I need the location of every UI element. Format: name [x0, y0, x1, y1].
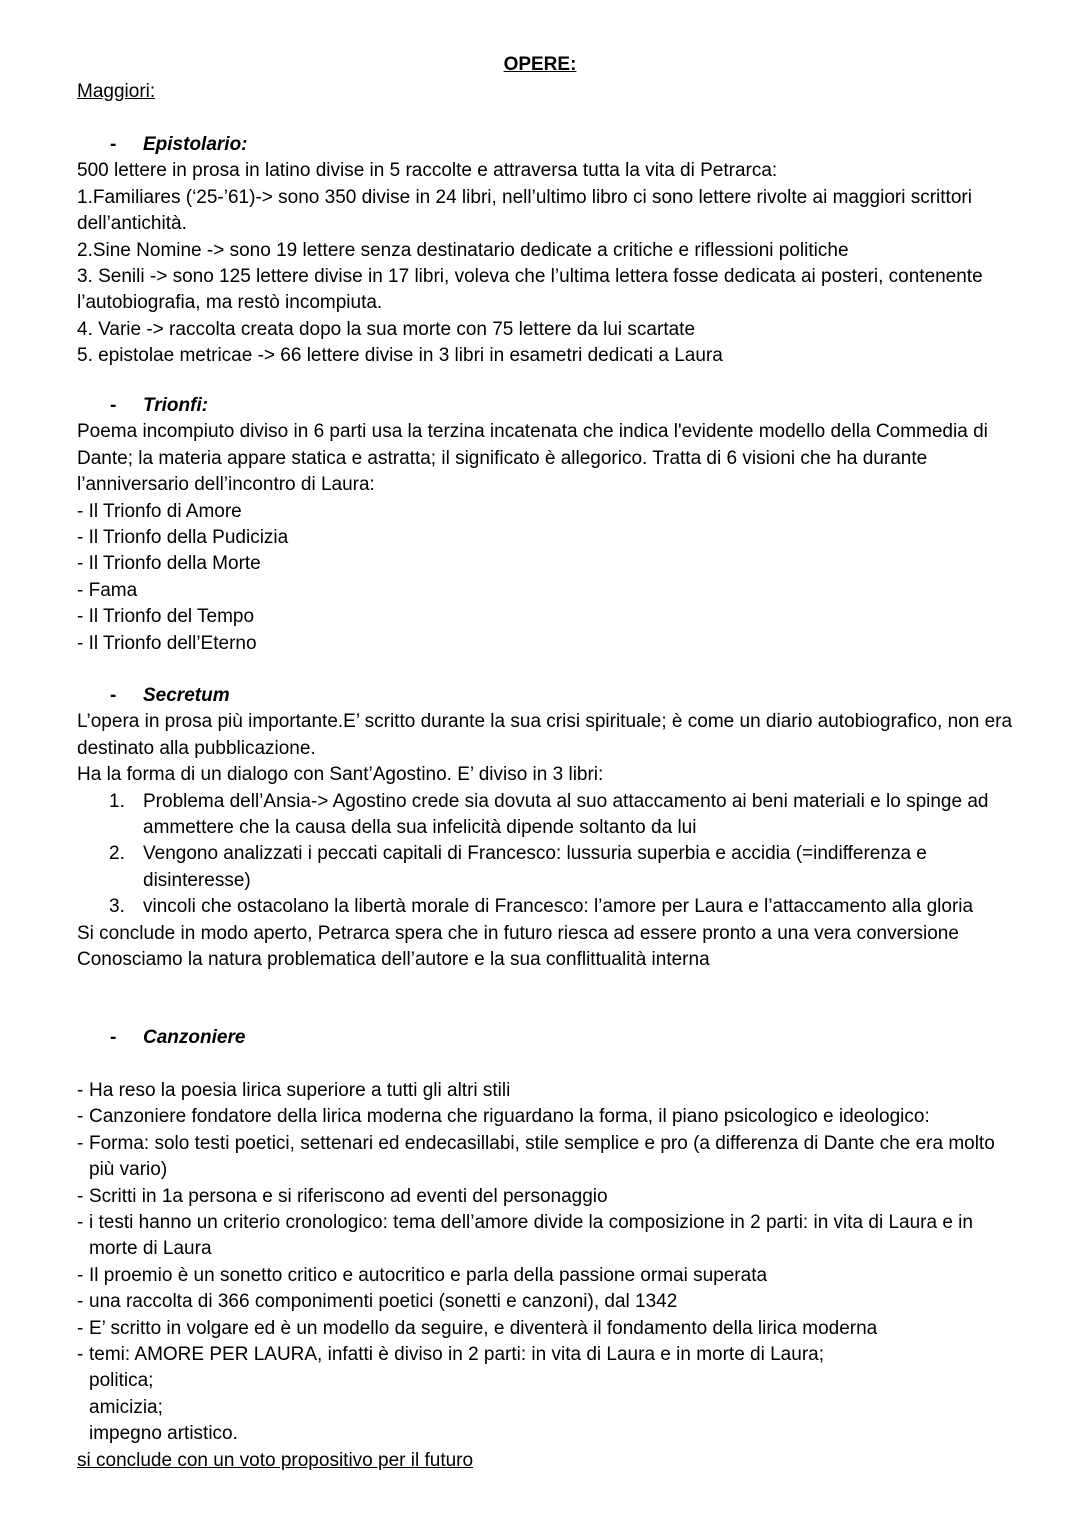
- secretum-intro: L’opera in prosa più importante.E’ scritto durante la sua crisi spirituale; è come un diario autobiografico, non era destinato alla pubblicazione.: [77, 711, 1013, 759]
- list-item: - Ha reso la poesia lirica superiore a tutti gli altri stili: [77, 1080, 511, 1101]
- secretum-intro: Ha la forma di un dialogo con Sant’Agostino. E’ diviso in 3 libri:: [77, 764, 604, 786]
- trionfi-item: - Il Trionfo di Amore: [77, 500, 242, 522]
- epistolario-item: 5. epistolae metricae -> 66 lettere divise in 3 libri in esametri dedicati a Laura: [77, 345, 723, 367]
- temi-extra: politica;: [89, 1370, 154, 1392]
- section-heading-canzoniere: - Canzoniere: [77, 1025, 1017, 1051]
- section-epistolario: [77, 132, 1017, 370]
- list-item: - E’ scritto in volgare ed è un modello da seguire, e diventerà il fondamento della lirica moderna: [77, 1317, 878, 1339]
- epistolario-item: 3. Senili -> sono 125 lettere divise in 17 libri, voleva che l’ultima lettera fosse dedicata ai posteri, contenente l’autobiografia, ma restò incompiuta.: [77, 266, 983, 314]
- list-item: 2. Vengono analizzati i peccati capitali di Francesco: lussuria superbia e accidia (=indifferenza e disinteresse): [109, 843, 927, 891]
- section-secretum: [77, 683, 1017, 973]
- list-item: - una raccolta di 366 componimenti poetici (sonetti e canzoni), dal 1342: [77, 1291, 678, 1313]
- secretum-outro: Si conclude in modo aperto, Petrarca spera che in futuro riesca ad essere pronto a una vera conversione: [77, 922, 959, 944]
- trionfi-item: - Il Trionfo del Tempo: [77, 606, 255, 628]
- epistolario-item: 4. Varie -> raccolta creata dopo la sua morte con 75 lettere da lui scartate: [77, 318, 696, 340]
- epistolario-item: 2.Sine Nomine -> sono 19 lettere senza destinatario dedicate a critiche e riflessioni politiche: [77, 239, 849, 261]
- section-canzoniere: [77, 1025, 1017, 1051]
- section-heading-secretum: - Secretum: [77, 683, 1017, 709]
- trionfi-item: - Fama: [77, 579, 138, 601]
- secretum-outro: Conosciamo la natura problematica dell’autore e la sua conflittualità interna: [77, 949, 710, 971]
- canzoniere-body: [77, 1078, 1017, 1474]
- list-item: - Scritti in 1a persona e si riferiscono ad eventi del personaggio: [77, 1185, 608, 1207]
- canzoniere-list: [77, 1078, 1017, 1368]
- maggiori-label: Maggiori:: [77, 81, 156, 102]
- section-heading-trionfi: - Trionfi:: [77, 393, 1017, 419]
- bullet-dash: -: [110, 1027, 117, 1048]
- temi-extra: impegno artistico.: [89, 1423, 238, 1445]
- list-item: - temi: AMORE PER LAURA, infatti è diviso in 2 parti: in vita di Laura e in morte di Laura;: [77, 1344, 824, 1366]
- temi-extra: amicizia;: [89, 1396, 163, 1418]
- secretum-books-list: [77, 789, 1017, 921]
- trionfi-intro: Poema incompiuto diviso in 6 parti usa la terzina incatenata che indica l'evidente modello della Commedia di Dante; la materia appare statica e astratta; il significato è allegorico. Tratta di 6 visioni che ha durante l’anniversario dell’incontro di Laura:: [77, 421, 988, 496]
- canzoniere-conclusion: si conclude con un voto propositivo per il futuro: [77, 1449, 474, 1471]
- epistolario-item: 1.Familiares (‘25-’61)-> sono 350 divise in 24 libri, nell’ultimo libro ci sono lettere rivolte ai maggiori scrittori dell’antichità.: [77, 186, 972, 235]
- bullet-dash: -: [110, 134, 117, 155]
- section-trionfi: [77, 393, 1017, 657]
- list-item: - i testi hanno un criterio cronologico: tema dell’amore divide la composizione in 2 parti: in vita di Laura e in morte di Laura: [77, 1212, 973, 1260]
- section-heading-epistolario: - Epistolario:: [77, 132, 1017, 158]
- epistolario-intro: 500 lettere in prosa in latino divise in 5 raccolte e attraversa tutta la vita di Petrarca:: [77, 160, 778, 182]
- bullet-dash: -: [110, 395, 117, 416]
- list-item: 1. Problema dell’Ansia-> Agostino crede sia dovuta al suo attaccamento ai beni materiali e lo spinge ad ammettere che la causa della sua infelicità dipende soltanto da lui: [109, 790, 989, 839]
- trionfi-item: - Il Trionfo della Morte: [77, 553, 261, 575]
- list-item: - Forma: solo testi poetici, settenari ed endecasillabi, stile semplice e pro (a differenza di Dante che era molto più vario): [77, 1132, 995, 1181]
- trionfi-item: - Il Trionfo dell’Eterno: [77, 632, 257, 654]
- list-item: - Il proemio è un sonetto critico e autocritico e parla della passione ormai superata: [77, 1264, 768, 1286]
- list-item: 3. vincoli che ostacolano la libertà morale di Francesco: l’amore per Laura e l’attaccamento alla gloria: [109, 896, 974, 918]
- trionfi-item: - Il Trionfo della Pudicizia: [77, 527, 289, 549]
- list-item: - Canzoniere fondatore della lirica moderna che riguardano la forma, il piano psicologico e ideologico:: [77, 1106, 930, 1128]
- page-title: OPERE:: [503, 54, 577, 75]
- bullet-dash: -: [110, 685, 117, 706]
